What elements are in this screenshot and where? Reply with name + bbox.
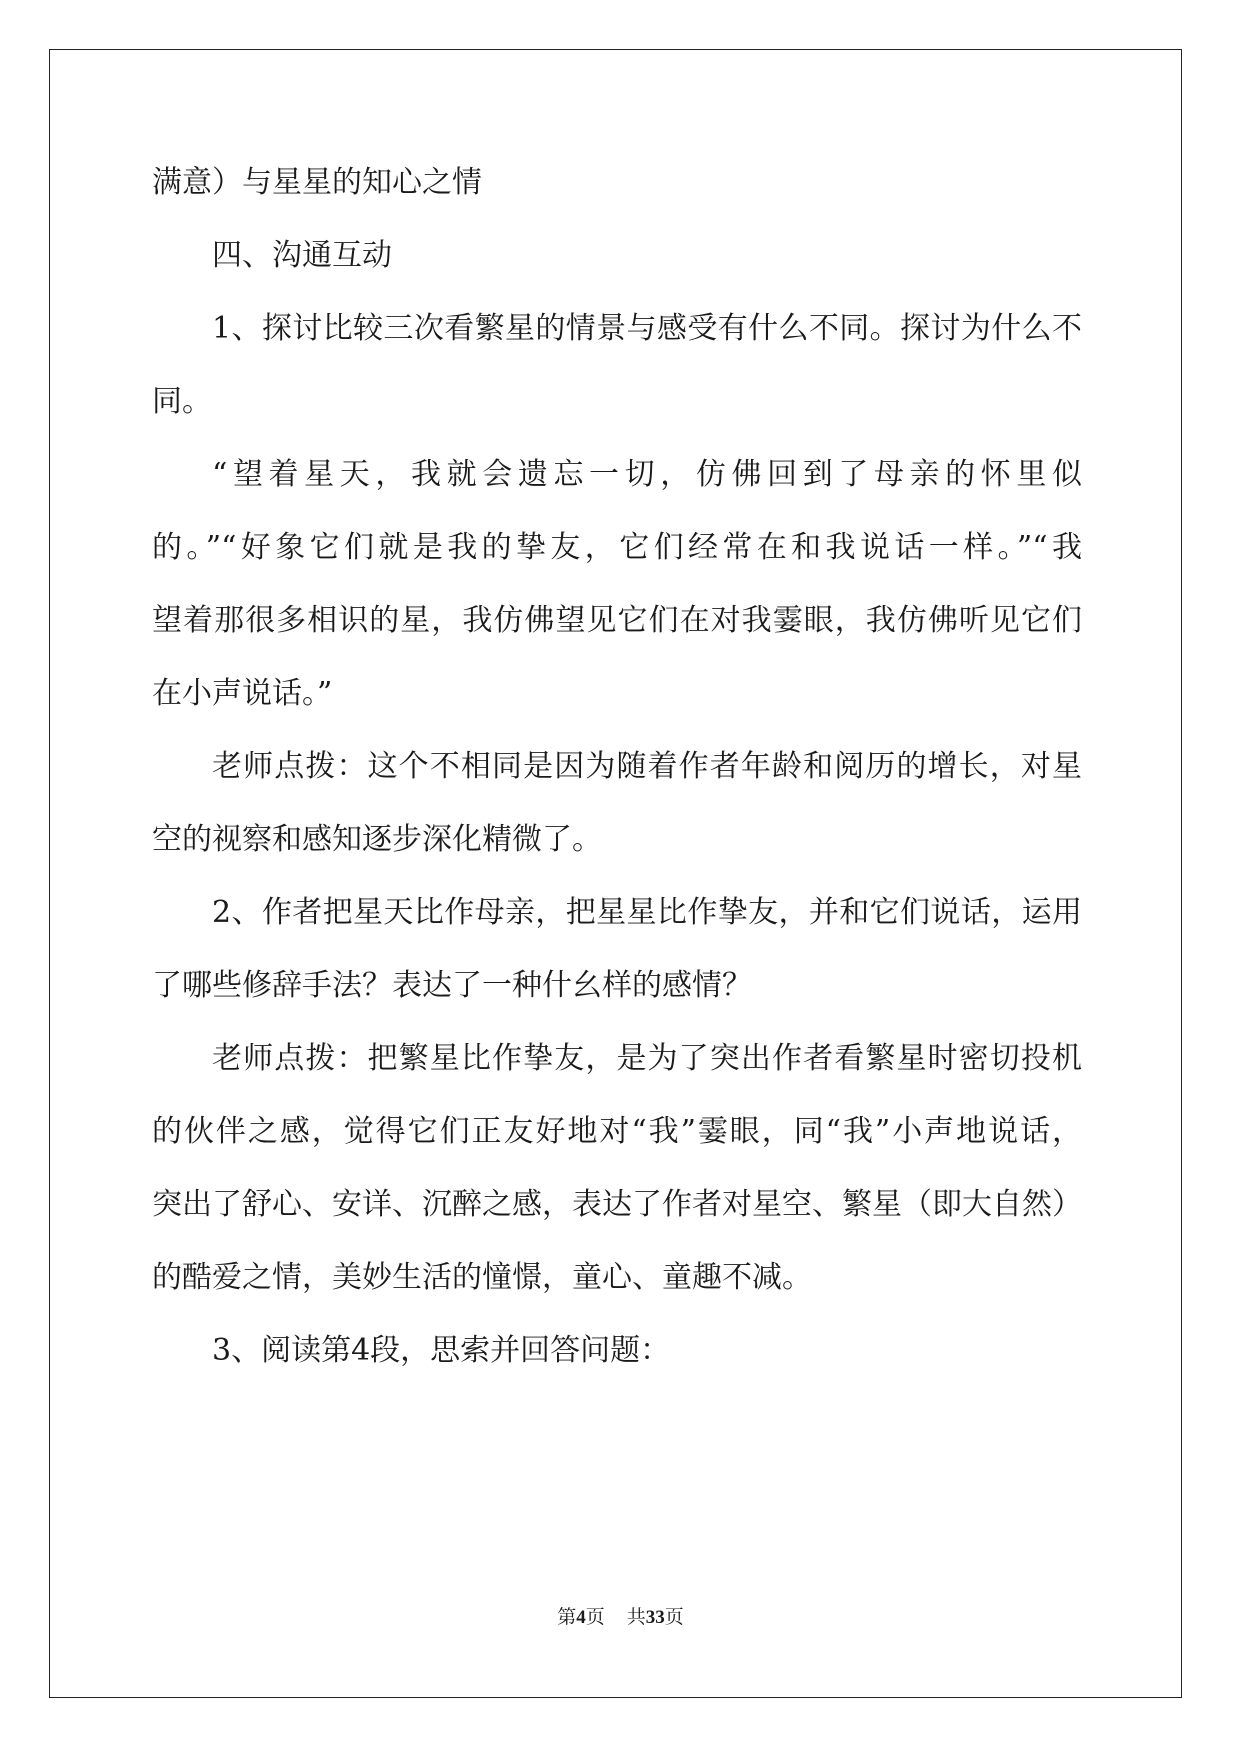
text-line: 突出了舒心、安详、沉醉之感，表达了作者对星空、繁星（即大自然） bbox=[152, 1187, 1082, 1222]
text-line: 1、探讨比较三次看繁星的情景与感受有什么不同。探讨为什么不 bbox=[212, 311, 1082, 346]
page-number: 4 bbox=[576, 1607, 586, 1628]
footer-page-suffix: 页 bbox=[585, 1607, 605, 1628]
footer-total-prefix: 共 bbox=[626, 1607, 646, 1628]
quote-line: 的。”“好象它们就是我的挚友，它们经常在和我说话一样。”“我 bbox=[152, 530, 1082, 565]
page-border bbox=[49, 49, 1182, 1698]
page-footer bbox=[0, 1606, 1241, 1630]
footer-prefix: 第 bbox=[557, 1607, 577, 1628]
quote-line: “望着星天，我就会遗忘一切，仿佛回到了母亲的怀里似 bbox=[212, 457, 1082, 492]
text-line: 了哪些修辞手法？表达了一种什幺样的感情？ bbox=[152, 968, 752, 1003]
text-line: 空的视察和感知逐步深化精微了。 bbox=[152, 822, 602, 857]
text-line: 老师点拨：这个不相同是因为随着作者年龄和阅历的增长，对星 bbox=[212, 749, 1082, 784]
text-line: 3、阅读第4段，思索并回答问题： bbox=[212, 1333, 671, 1368]
text-line: 老师点拨：把繁星比作挚友，是为了突出作者看繁星时密切投机 bbox=[212, 1041, 1082, 1076]
quote-line: 望着那很多相识的星，我仿佛望见它们在对我霎眼，我仿佛听见它们 bbox=[152, 603, 1082, 638]
text-line: 的伙伴之感，觉得它们正友好地对“我”霎眼，同“我”小声地说话， bbox=[152, 1114, 1082, 1149]
text-line: 同。 bbox=[152, 384, 212, 419]
text-line: 的酷爱之情，美妙生活的憧憬，童心、童趣不减。 bbox=[152, 1260, 812, 1295]
section-heading: 四、沟通互动 bbox=[212, 238, 392, 273]
quote-line: 在小声说话。” bbox=[152, 676, 333, 711]
text-line: 满意）与星星的知心之情 bbox=[152, 165, 482, 200]
text-line: 2、作者把星天比作母亲，把星星比作挚友，并和它们说话，运用 bbox=[212, 895, 1082, 930]
total-pages: 33 bbox=[645, 1607, 665, 1628]
footer-total-suffix: 页 bbox=[664, 1607, 684, 1628]
